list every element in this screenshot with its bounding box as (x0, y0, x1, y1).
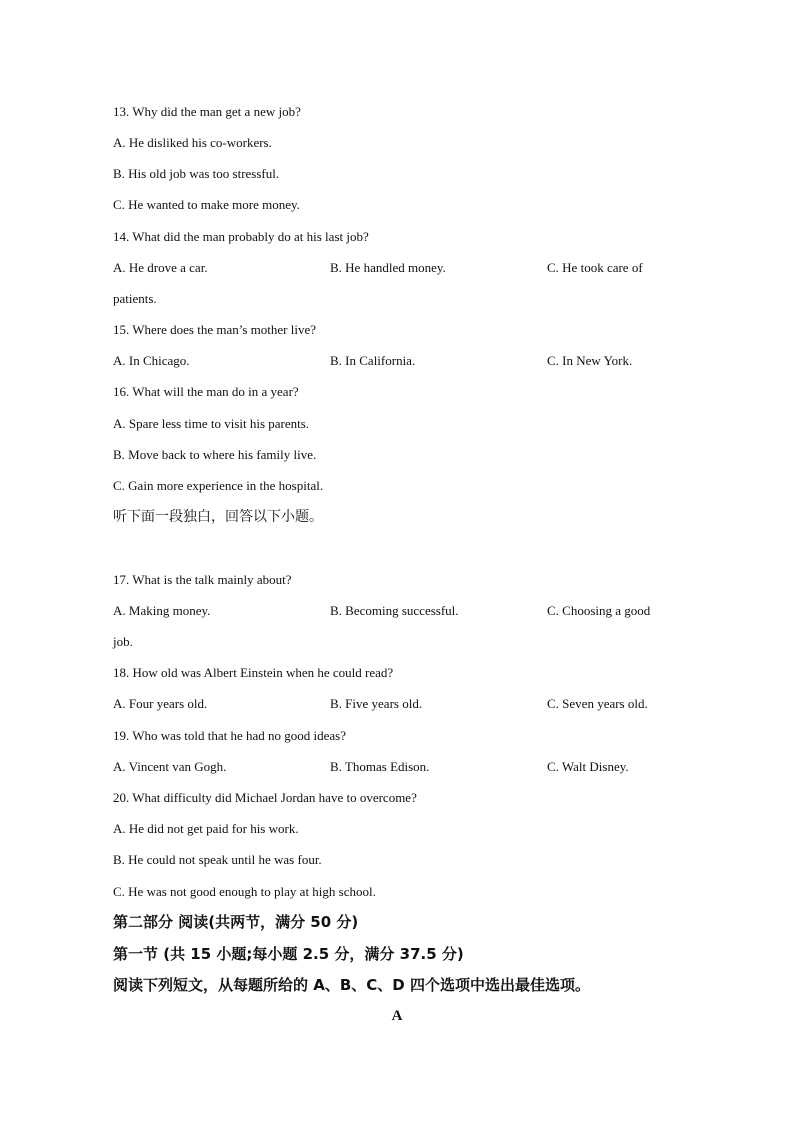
option-16a: A. Spare less time to visit his parents. (113, 416, 310, 431)
option-17c: C. Choosing a good (547, 603, 651, 618)
option-16c: C. Gain more experience in the hospital. (113, 478, 324, 493)
question-17: 17. What is the talk mainly about? (113, 572, 292, 587)
option-19b: B. Thomas Edison. (330, 759, 430, 774)
option-17a: A. Making money. (113, 603, 211, 618)
question-19: 19. Who was told that he had no good ideas? (113, 728, 346, 743)
section1-heading: 第一节 (共 15 小题;每小题 2.5 分，满分 37.5 分) (113, 945, 464, 963)
option-16b: B. Move back to where his family live. (113, 447, 317, 462)
option-14a: A. He drove a car. (113, 260, 208, 275)
option-19a: A. Vincent van Gogh. (113, 759, 227, 774)
option-18c: C. Seven years old. (547, 696, 648, 711)
part2-heading: 第二部分 阅读(共两节，满分 50 分) (113, 913, 359, 931)
question-13: 13. Why did the man get a new job? (113, 104, 301, 119)
option-20c: C. He was not good enough to play at high school. (113, 884, 376, 899)
option-15b: B. In California. (330, 353, 416, 368)
monologue-instruction: 听下面一段独白，回答以下小题。 (113, 509, 323, 525)
passage-label: A (391, 1008, 403, 1024)
option-20b: B. He could not speak until he was four. (113, 852, 322, 867)
option-14b: B. He handled money. (330, 260, 446, 275)
question-18: 18. How old was Albert Einstein when he could read? (113, 665, 394, 680)
option-17c-wrap: job. (113, 634, 133, 649)
reading-instruction: 阅读下列短文，从每题所给的 A、B、C、D 四个选项中选出最佳选项。 (113, 976, 590, 994)
option-15c: C. In New York. (547, 353, 633, 368)
question-14: 14. What did the man probably do at his last job? (113, 229, 369, 244)
option-20a: A. He did not get paid for his work. (113, 821, 299, 836)
option-14c-wrap: patients. (113, 291, 157, 306)
option-14c: C. He took care of (547, 260, 643, 275)
question-20: 20. What difficulty did Michael Jordan have to overcome? (113, 790, 417, 805)
option-15a: A. In Chicago. (113, 353, 190, 368)
option-13c: C. He wanted to make more money. (113, 197, 300, 212)
option-13a: A. He disliked his co-workers. (113, 135, 272, 150)
question-15: 15. Where does the man’s mother live? (113, 322, 317, 337)
option-19c: C. Walt Disney. (547, 759, 629, 774)
option-18a: A. Four years old. (113, 696, 208, 711)
question-16: 16. What will the man do in a year? (113, 384, 299, 399)
option-17b: B. Becoming successful. (330, 603, 459, 618)
option-13b: B. His old job was too stressful. (113, 166, 280, 181)
option-18b: B. Five years old. (330, 696, 423, 711)
